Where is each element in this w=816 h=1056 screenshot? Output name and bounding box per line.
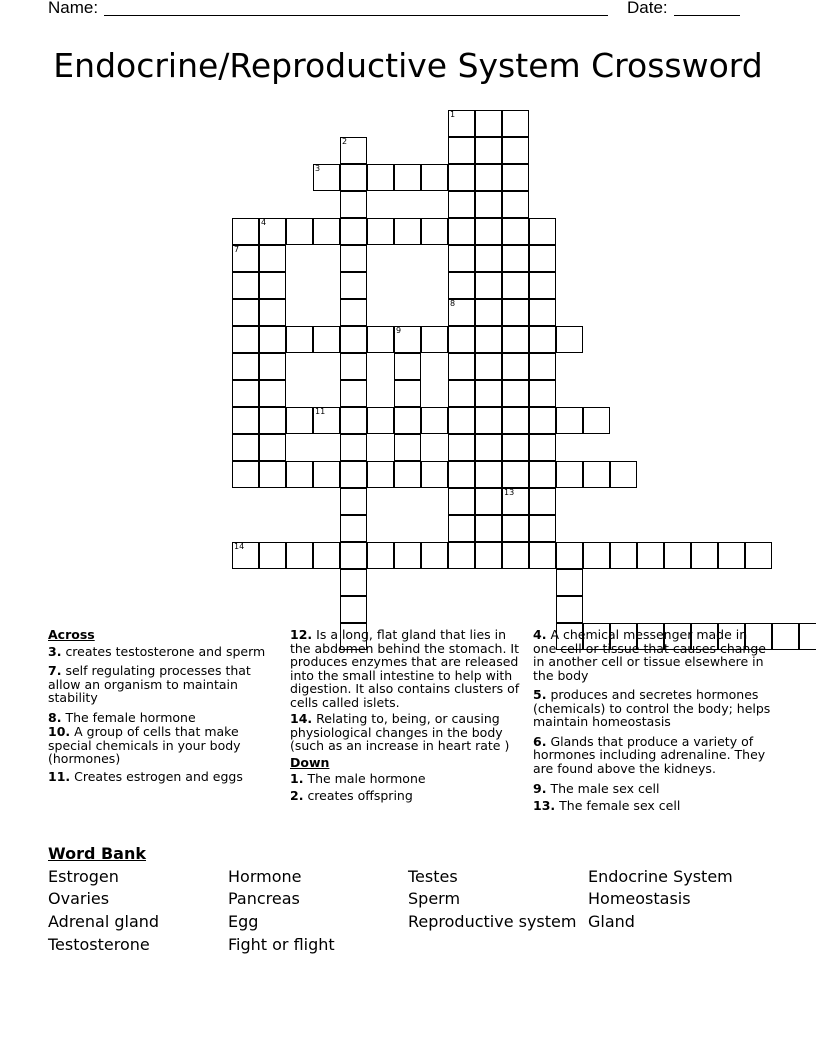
word-bank-item: Adrenal gland (48, 912, 160, 931)
across-heading: Across (48, 627, 95, 642)
grid-cell[interactable] (340, 596, 367, 623)
grid-cell[interactable] (340, 542, 367, 569)
grid-cell[interactable] (448, 461, 475, 488)
grid-cell[interactable] (772, 623, 799, 650)
clues-column-3 (533, 628, 773, 818)
grid-cell[interactable] (529, 515, 556, 542)
grid-cell[interactable] (475, 164, 502, 191)
grid-cell[interactable] (421, 461, 448, 488)
grid-cell[interactable] (529, 299, 556, 326)
grid-cell[interactable] (529, 542, 556, 569)
grid-cell[interactable] (232, 380, 259, 407)
grid-cell[interactable] (502, 191, 529, 218)
grid-cell[interactable] (556, 461, 583, 488)
grid-cell[interactable] (502, 137, 529, 164)
grid-cell[interactable] (475, 110, 502, 137)
grid-cell[interactable] (502, 380, 529, 407)
grid-cell[interactable] (502, 326, 529, 353)
grid-cell[interactable] (367, 461, 394, 488)
word-bank-item: Gland (588, 912, 635, 931)
word-bank-item: Pancreas (228, 889, 300, 908)
grid-cell[interactable] (448, 272, 475, 299)
grid-cell[interactable] (448, 515, 475, 542)
clue-down-2: 2. creates offspring (290, 787, 413, 803)
grid-cell[interactable] (556, 542, 583, 569)
grid-cell[interactable] (718, 542, 745, 569)
grid-cell[interactable] (529, 434, 556, 461)
grid-cell[interactable] (583, 407, 610, 434)
clues-column-2 (290, 628, 525, 808)
word-bank-item: Endocrine System (588, 867, 733, 886)
clue-number: 3 (315, 164, 321, 173)
grid-cell[interactable] (340, 434, 367, 461)
grid-cell[interactable] (502, 542, 529, 569)
grid-cell[interactable] (448, 353, 475, 380)
grid-cell[interactable] (475, 407, 502, 434)
grid-cell[interactable] (502, 515, 529, 542)
word-bank-item: Testosterone (48, 935, 150, 954)
word-bank-item: Egg (228, 912, 259, 931)
grid-cell[interactable] (448, 218, 475, 245)
clue-across-3: 3. creates testosterone and sperm (48, 643, 266, 659)
grid-cell[interactable] (394, 380, 421, 407)
grid-cell[interactable] (367, 542, 394, 569)
grid-cell[interactable] (502, 110, 529, 137)
grid-cell[interactable] (340, 191, 367, 218)
grid-cell[interactable] (313, 164, 340, 191)
grid-cell[interactable] (529, 380, 556, 407)
grid-cell[interactable] (232, 407, 259, 434)
clue-down-9: 9. The male sex cell (533, 781, 660, 796)
grid-cell[interactable] (556, 326, 583, 353)
grid-cell[interactable] (448, 407, 475, 434)
clue-down-6: 6. Glands that produce a variety of hormones including adrenaline. They are found above the kidneys. (533, 733, 766, 776)
grid-cell[interactable] (448, 164, 475, 191)
page-title: Endocrine/Reproductive System Crossword (53, 46, 763, 85)
grid-cell[interactable] (232, 434, 259, 461)
grid-cell[interactable] (421, 164, 448, 191)
grid-cell[interactable] (286, 542, 313, 569)
grid-cell[interactable] (529, 218, 556, 245)
word-bank-item: Testes (408, 867, 458, 886)
grid-cell[interactable] (529, 488, 556, 515)
grid-cell[interactable] (259, 218, 286, 245)
clue-down-13: 13. The female sex cell (533, 797, 681, 813)
grid-cell[interactable] (502, 245, 529, 272)
grid-cell[interactable] (556, 569, 583, 596)
clue-across-8: 8. The female hormone (48, 709, 196, 725)
grid-cell[interactable] (232, 461, 259, 488)
grid-cell[interactable] (421, 542, 448, 569)
clue-number: 2 (342, 137, 348, 146)
grid-cell[interactable] (475, 218, 502, 245)
grid-cell[interactable] (340, 137, 367, 164)
grid-cell[interactable] (475, 434, 502, 461)
clue-number: 14 (234, 542, 245, 551)
clue-number: 13 (504, 488, 515, 497)
grid-cell[interactable] (259, 380, 286, 407)
grid-cell[interactable] (340, 407, 367, 434)
grid-cell[interactable] (448, 245, 475, 272)
grid-cell[interactable] (529, 353, 556, 380)
word-bank-item: Reproductive system (408, 912, 577, 931)
grid-cell[interactable] (232, 326, 259, 353)
clue-down-1: 1. The male hormone (290, 771, 426, 786)
grid-cell[interactable] (340, 326, 367, 353)
grid-cell[interactable] (340, 353, 367, 380)
word-bank-item: Sperm (408, 889, 461, 908)
grid-cell[interactable] (286, 461, 313, 488)
word-bank-title: Word Bank (48, 844, 147, 863)
clue-across-11: 11. Creates estrogen and eggs (48, 768, 243, 784)
grid-cell[interactable] (394, 218, 421, 245)
grid-cell[interactable] (259, 542, 286, 569)
grid-cell[interactable] (313, 218, 340, 245)
name-label: Name: (48, 0, 99, 17)
grid-cell[interactable] (421, 326, 448, 353)
grid-cell[interactable] (340, 461, 367, 488)
grid-cell[interactable] (367, 407, 394, 434)
grid-cell[interactable] (232, 272, 259, 299)
grid-cell[interactable] (232, 245, 259, 272)
clues-column-1 (48, 628, 273, 789)
grid-cell[interactable] (340, 569, 367, 596)
clue-number: 7 (234, 245, 240, 254)
grid-cell[interactable] (232, 218, 259, 245)
grid-cell[interactable] (529, 461, 556, 488)
grid-cell[interactable] (313, 326, 340, 353)
grid-cell[interactable] (394, 542, 421, 569)
grid-cell[interactable] (313, 542, 340, 569)
grid-cell[interactable] (340, 272, 367, 299)
grid-cell[interactable] (421, 218, 448, 245)
grid-cell[interactable] (529, 326, 556, 353)
grid-cell[interactable] (556, 407, 583, 434)
grid-cell[interactable] (475, 461, 502, 488)
grid-cell[interactable] (475, 488, 502, 515)
grid-cell[interactable] (691, 542, 718, 569)
grid-cell[interactable] (529, 245, 556, 272)
grid-cell[interactable] (502, 461, 529, 488)
grid-cell[interactable] (448, 542, 475, 569)
clue-number: 11 (315, 407, 326, 416)
grid-cell[interactable] (475, 515, 502, 542)
grid-cell[interactable] (583, 461, 610, 488)
clue-across-12: 12. Is a long, flat gland that lies in the abdomen behind the stomach. It produces enzymes that are released into the small intestine to help with digestion. It also contains clusters of cells called islets. (290, 627, 520, 710)
clue-across-10: 10. A group of cells that make special chemicals in your body (hormones) (48, 724, 241, 766)
clue-number: 4 (261, 218, 267, 227)
grid-cell[interactable] (745, 542, 772, 569)
grid-cell[interactable] (394, 353, 421, 380)
grid-cell[interactable] (448, 434, 475, 461)
grid-cell[interactable] (502, 488, 529, 515)
grid-cell[interactable] (232, 542, 259, 569)
grid-cell[interactable] (448, 191, 475, 218)
grid-cell[interactable] (394, 326, 421, 353)
grid-cell[interactable] (502, 218, 529, 245)
grid-cell[interactable] (448, 299, 475, 326)
grid-cell[interactable] (475, 191, 502, 218)
grid-cell[interactable] (637, 542, 664, 569)
clue-down-4: 4. A chemical messenger made in one cell or tissue that causes change in another cell or tissue elsewhere in the body (533, 627, 766, 683)
grid-cell[interactable] (259, 407, 286, 434)
clue-number: 1 (450, 110, 456, 119)
grid-cell[interactable] (313, 407, 340, 434)
grid-cell[interactable] (610, 542, 637, 569)
grid-cell[interactable] (367, 218, 394, 245)
clue-down-5: 5. produces and secretes hormones (chemicals) to control the body; helps maintain homeostasis (533, 687, 771, 729)
grid-cell[interactable] (286, 326, 313, 353)
grid-cell[interactable] (394, 434, 421, 461)
grid-cell[interactable] (556, 596, 583, 623)
grid-cell[interactable] (340, 164, 367, 191)
grid-cell[interactable] (475, 272, 502, 299)
grid-cell[interactable] (286, 218, 313, 245)
grid-cell[interactable] (259, 353, 286, 380)
grid-cell[interactable] (502, 272, 529, 299)
grid-cell[interactable] (502, 353, 529, 380)
grid-cell[interactable] (475, 326, 502, 353)
grid-cell[interactable] (448, 380, 475, 407)
grid-cell[interactable] (340, 380, 367, 407)
grid-cell[interactable] (448, 326, 475, 353)
grid-cell[interactable] (448, 110, 475, 137)
grid-cell[interactable] (583, 542, 610, 569)
grid-cell[interactable] (340, 245, 367, 272)
grid-cell[interactable] (475, 353, 502, 380)
date-label: Date: (627, 0, 668, 17)
grid-cell[interactable] (340, 218, 367, 245)
grid-cell[interactable] (232, 353, 259, 380)
grid-cell[interactable] (394, 461, 421, 488)
grid-cell[interactable] (286, 407, 313, 434)
grid-cell[interactable] (529, 272, 556, 299)
grid-cell[interactable] (259, 434, 286, 461)
grid-cell[interactable] (421, 407, 448, 434)
word-bank-item: Fight or flight (228, 935, 335, 954)
grid-cell[interactable] (259, 272, 286, 299)
word-bank-item: Homeostasis (588, 889, 691, 908)
grid-cell[interactable] (367, 164, 394, 191)
word-bank-item: Hormone (228, 867, 302, 886)
grid-cell[interactable] (475, 245, 502, 272)
grid-cell[interactable] (340, 299, 367, 326)
clue-across-14: 14. Relating to, being, or causing physiological changes in the body (such as an increase in heart rate ) (290, 711, 510, 753)
down-heading: Down (290, 754, 330, 770)
word-bank-item: Estrogen (48, 867, 119, 886)
grid-cell[interactable] (340, 488, 367, 515)
grid-cell[interactable] (340, 515, 367, 542)
grid-cell[interactable] (664, 542, 691, 569)
grid-cell[interactable] (394, 407, 421, 434)
grid-cell[interactable] (475, 542, 502, 569)
grid-cell[interactable] (394, 164, 421, 191)
grid-cell[interactable] (475, 299, 502, 326)
grid-cell[interactable] (259, 326, 286, 353)
grid-cell[interactable] (475, 380, 502, 407)
grid-cell[interactable] (799, 623, 816, 650)
grid-cell[interactable] (502, 434, 529, 461)
grid-cell[interactable] (610, 461, 637, 488)
grid-cell[interactable] (529, 407, 556, 434)
clue-across-7: 7. self regulating processes that allow an organism to maintain stability (48, 663, 251, 705)
grid-cell[interactable] (502, 164, 529, 191)
grid-cell[interactable] (448, 137, 475, 164)
grid-cell[interactable] (259, 245, 286, 272)
grid-cell[interactable] (475, 137, 502, 164)
grid-cell[interactable] (502, 407, 529, 434)
grid-cell[interactable] (367, 326, 394, 353)
clue-number: 9 (396, 326, 402, 335)
grid-cell[interactable] (502, 299, 529, 326)
grid-cell[interactable] (259, 461, 286, 488)
word-bank-item: Ovaries (48, 889, 110, 908)
clue-number: 8 (450, 299, 456, 308)
grid-cell[interactable] (313, 461, 340, 488)
grid-cell[interactable] (448, 488, 475, 515)
grid-cell[interactable] (232, 299, 259, 326)
grid-cell[interactable] (259, 299, 286, 326)
